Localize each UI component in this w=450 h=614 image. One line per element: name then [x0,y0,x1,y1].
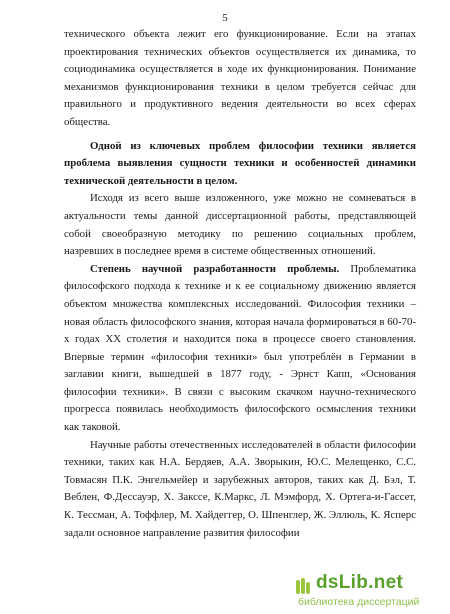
page-number: 5 [222,12,228,24]
paragraph-2-bold: Одной из ключевых проблем философии техники является проблема выявления сущности техники и особенностей динамики технической деятельности в целом. [64,139,416,187]
paragraph-4 [64,261,416,437]
paragraph-4-text: Проблематика философского подхода к технике и к ее социальному движению является объектом множества комплексных исследований. Философия техники – новая область философского знания, которая начала формироваться в 60-70-х годах XX столетия и находится пока в процессе своего становления. Впервые термин «философия техники» был употреблён в Германии в заглавии книги, вышедшей в 1877 году, - Эрнст Капп, «Основания философии техники». В связи с высоким скачком научно-технического прогресса появилась необходимость философского осмысления техники как таковой. [64,262,416,434]
section-heading: Степень научной разработанности проблемы. [90,262,340,275]
paragraph-5: Научные работы отечественных исследователей в области философии техники, таких как Н.А. Бердяев, А.А. Зворыкин, Ю.С. Мелещенко, С.С. Товмасян П.К. Энгельмейер и зарубежных авторов, таких как Д. Бэл, Т. Веблен, Ф.Дессауэр, Х. Закссе, К.Маркс, Л. Мэмфорд, Х. Ортега-и-Гассет, К. Тессман, А. Тоффлер, М. Хайдеггер, О. Шпенглер, Ж. Эллюль, К. Ясперс задали основное направление развития философии [64,438,416,539]
watermark-title: dsLib.net [316,572,404,593]
dslib-watermark[interactable] [294,574,444,610]
paragraph-1: технического объекта лежит его функционирование. Если на этапах проектирования технических объектов осуществляется их динамика, то социодинамика осуществляется в ходе их функционирования. Понимание механизмов функционирования техники в целом требуется сейчас для правильного и продуктивного ведения деятельности во всех сферах общества. [64,28,416,128]
watermark-subtitle: библиотека диссертаций [298,596,420,608]
paragraph-2 [64,138,416,191]
document-body [64,26,416,542]
paragraph-3: Исходя из всего выше изложенного, уже можно не сомневаться в актуальности темы данной диссертационной работы, представляющей собой своеобразную методику по решению социальных проблем, назревших в последнее время в системе общественных отношений. [64,192,416,258]
books-icon [294,576,314,596]
